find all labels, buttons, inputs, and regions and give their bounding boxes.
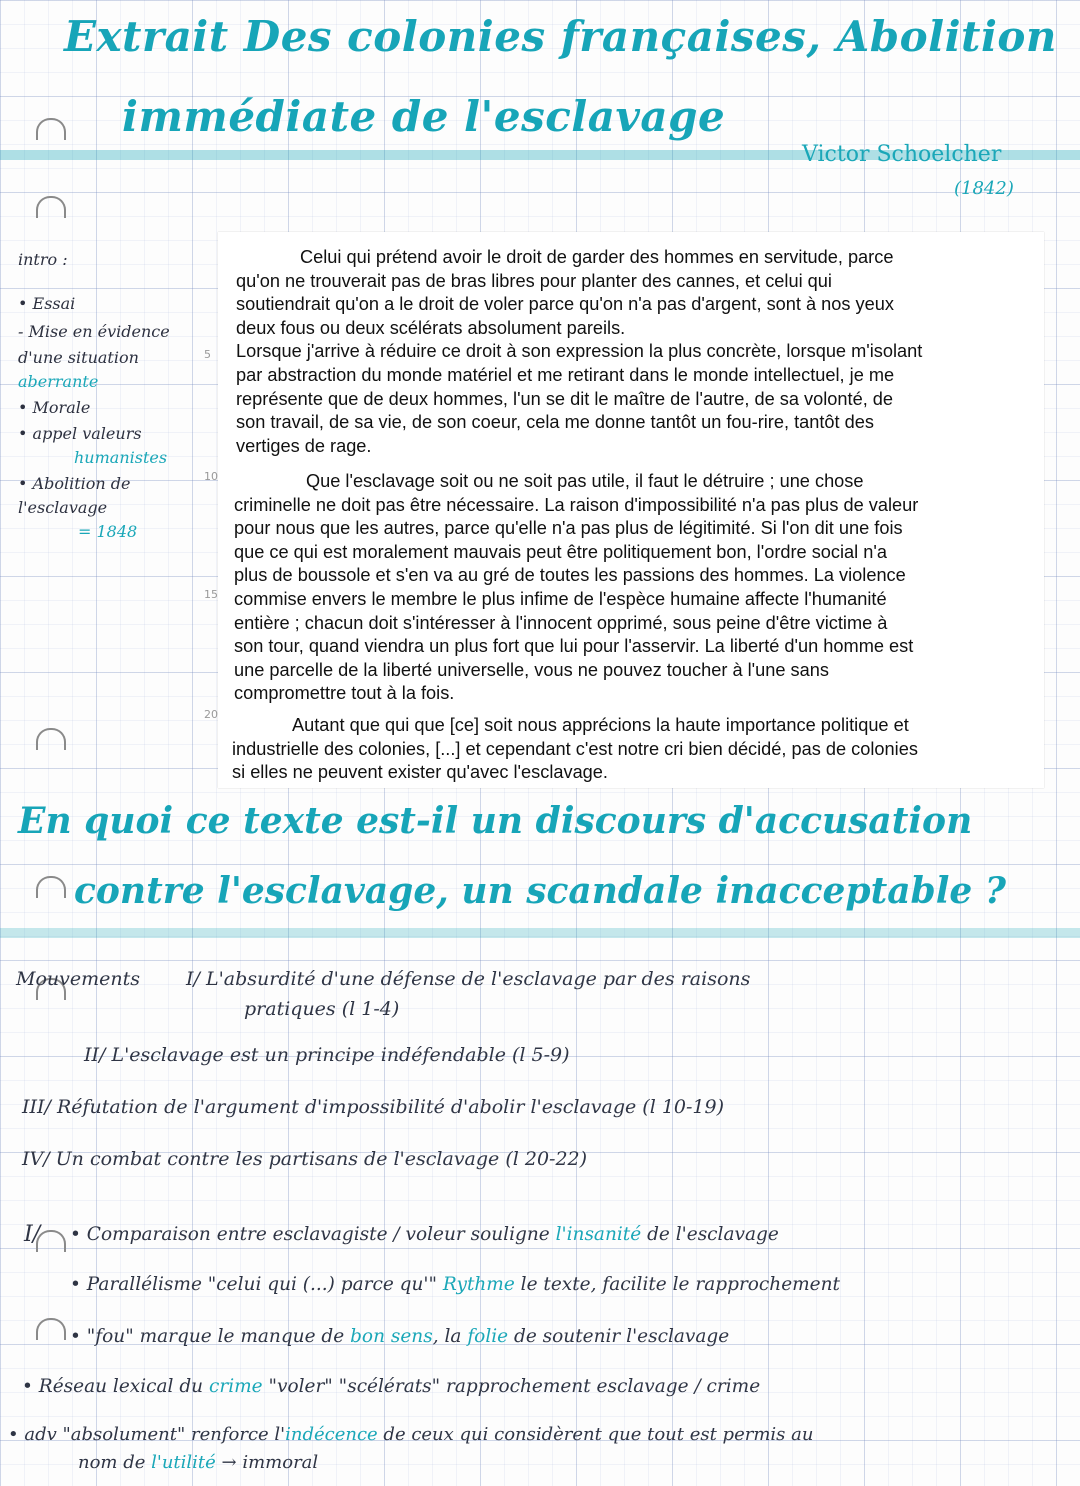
analysis-line: • "fou" marque le manque de bon sens, la folie de soutenir l'esclavage bbox=[70, 1326, 730, 1347]
mouvement-item: pratiques (l 1-4) bbox=[244, 998, 400, 1020]
intro-item: humanistes bbox=[74, 448, 168, 467]
excerpt-line: Lorsque j'arrive à réduire ce droit à son expression la plus concrète, lorsque m'isolant bbox=[236, 341, 923, 362]
intro-item: • appel valeurs bbox=[18, 424, 142, 443]
mouvement-item: IV/ Un combat contre les partisans de l'esclavage (l 20-22) bbox=[22, 1148, 588, 1170]
excerpt-line: criminelle ne doit pas être nécessaire. La raison d'impossibilité n'a pas plus de valeur bbox=[234, 494, 919, 515]
problem-question-line-1: En quoi ce texte est-il un discours d'accusation bbox=[18, 800, 973, 842]
intro-item: aberrante bbox=[18, 372, 99, 391]
analysis-line: • Réseau lexical du crime "voler" "scélérats" rapprochement esclavage / crime bbox=[22, 1376, 761, 1397]
title-line-1: Extrait Des colonies françaises, Abolition bbox=[64, 12, 1057, 61]
mouvement-item: II/ L'esclavage est un principe indéfendable (l 5-9) bbox=[84, 1044, 570, 1066]
author: Victor Schoelcher bbox=[802, 142, 1002, 167]
line-number: 20 bbox=[204, 708, 218, 721]
intro-item: • Abolition de bbox=[18, 474, 131, 493]
analysis-line: nom de l'utilité → immoral bbox=[78, 1452, 319, 1473]
binder-hole bbox=[36, 1230, 66, 1252]
intro-item: d'une situation bbox=[18, 348, 139, 367]
analysis-line: • Comparaison entre esclavagiste / voleur souligne l'insanité de l'esclavage bbox=[70, 1224, 779, 1245]
excerpt-line: son travail, de sa vie, de son coeur, cela me donne tantôt un fou-rire, tantôt des bbox=[236, 412, 874, 433]
intro-heading: intro : bbox=[18, 250, 68, 269]
binder-hole bbox=[36, 196, 66, 218]
intro-item: = 1848 bbox=[78, 522, 138, 541]
mouvement-item: III/ Réfutation de l'argument d'impossibilité d'abolir l'esclavage (l 10-19) bbox=[22, 1096, 725, 1118]
excerpt-line: pour nous que les autres, parce qu'elle n'a pas plus de légitimité. Si l'on dit une fois bbox=[234, 518, 903, 539]
excerpt-line: une parcelle de la liberté universelle, vous ne pouvez toucher à l'une sans bbox=[234, 659, 829, 680]
line-number: 5 bbox=[204, 348, 211, 361]
mouvement-item: I/ L'absurdité d'une défense de l'esclavage par des raisons bbox=[186, 968, 751, 990]
excerpt-line: représente que de deux hommes, l'un se dit le maître de l'autre, de sa volonté, de bbox=[236, 388, 894, 409]
binder-hole bbox=[36, 1318, 66, 1340]
excerpt-line: si elles ne peuvent exister qu'avec l'esclavage. bbox=[232, 762, 608, 783]
question-underline bbox=[0, 928, 1080, 938]
intro-item: • Morale bbox=[18, 398, 91, 417]
excerpt-line: plus de boussole et s'en va au gré de toutes les passions des hommes. La violence bbox=[234, 565, 906, 586]
binder-hole bbox=[36, 118, 66, 140]
excerpt-line: industrielle des colonies, [...] et cependant c'est notre cri bien décidé, pas de colonies bbox=[232, 738, 918, 759]
year: (1842) bbox=[954, 178, 1014, 199]
excerpt-box bbox=[204, 232, 1044, 788]
excerpt-line: son tour, quand viendra un plus fort que lui pour l'asservir. La liberté d'un homme est bbox=[234, 636, 914, 657]
binder-hole bbox=[36, 728, 66, 750]
excerpt-line: par abstraction du monde matériel et me retirant dans le monde intellectuel, je me bbox=[236, 364, 895, 385]
intro-item: l'esclavage bbox=[18, 498, 108, 517]
excerpt-line: deux fous ou deux scélérats absolument pareils. bbox=[236, 317, 626, 338]
binder-hole bbox=[36, 876, 66, 898]
excerpt-line: commise envers le membre le plus infime de l'espèce humaine affecte l'humanité bbox=[234, 588, 887, 609]
problem-question-line-2: contre l'esclavage, un scandale inacceptable ? bbox=[74, 870, 1006, 912]
excerpt-line: compromettre tout à la fois. bbox=[234, 683, 455, 704]
intro-item: - Mise en évidence bbox=[18, 322, 170, 341]
excerpt-line: Celui qui prétend avoir le droit de garder des hommes en servitude, parce bbox=[300, 247, 894, 267]
excerpt-line: vertiges de rage. bbox=[236, 435, 372, 456]
excerpt-line: qu'on ne trouverait pas de bras libres pour planter des cannes, et celui qui bbox=[236, 270, 832, 291]
analysis-line: • adv "absolument" renforce l'indécence de ceux qui considèrent que tout est permis au bbox=[8, 1424, 814, 1445]
excerpt-line: Que l'esclavage soit ou ne soit pas utile, il faut le détruire ; une chose bbox=[306, 471, 864, 491]
analysis-line: • Parallélisme "celui qui (...) parce qu'" Rythme le texte, facilite le rapprochement bbox=[70, 1274, 840, 1295]
intro-item: • Essai bbox=[18, 294, 76, 313]
excerpt-line: soutiendrait qu'on a le droit de voler parce qu'on n'a pas d'argent, sont à nos yeux bbox=[236, 294, 894, 315]
excerpt-line: Autant que qui que [ce] soit nous apprécions la haute importance politique et bbox=[292, 715, 909, 735]
excerpt-paragraph-1 bbox=[236, 246, 1040, 458]
excerpt-paragraph-2 bbox=[234, 470, 1040, 706]
title-line-2: immédiate de l'esclavage bbox=[122, 92, 726, 141]
excerpt-line: entière ; chacun doit s'intéresser à l'innocent opprimé, sous peine d'être victime à bbox=[234, 612, 888, 633]
analysis-section-label: I/ bbox=[24, 1222, 41, 1247]
excerpt-line: que ce qui est moralement mauvais peut être politiquement bon, l'ordre social n'a bbox=[234, 541, 887, 562]
line-number: 15 bbox=[204, 588, 218, 601]
line-number: 10 bbox=[204, 470, 218, 483]
mouvements-label: Mouvements bbox=[16, 968, 140, 990]
excerpt-paragraph-3 bbox=[232, 714, 1040, 785]
